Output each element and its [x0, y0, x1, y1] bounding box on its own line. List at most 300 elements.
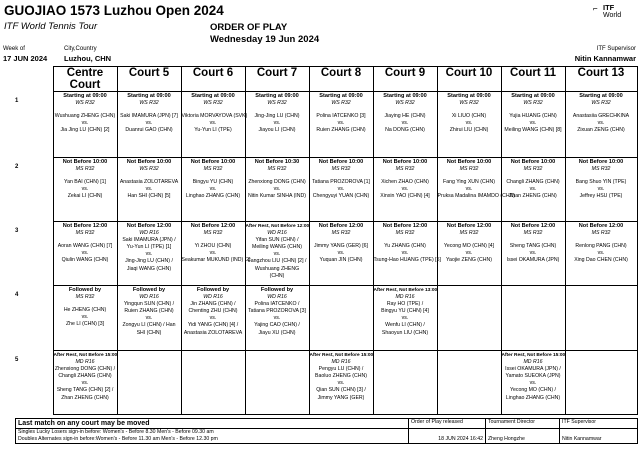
last-match-note: Last match on any court may be moved — [16, 419, 409, 429]
match-details — [438, 92, 501, 134]
team-one-player-one: Zhenxiong DONG (CHN) / — [54, 366, 116, 373]
match-start-time: Starting at 09:00 — [127, 93, 171, 99]
match-details — [310, 92, 373, 134]
match-details — [502, 92, 565, 134]
team-one-player-two: Changli ZHANG (CHN) — [506, 179, 560, 186]
logo-itf-text: ITF — [603, 3, 615, 12]
versus-label: vs. — [465, 120, 473, 127]
match-cell — [53, 286, 117, 351]
match-round: MS R32 — [395, 230, 415, 237]
team-one-player-two: Yu-Yun LI (TPE) [1] — [126, 244, 172, 251]
match-round: MS R32 — [203, 230, 223, 237]
match-round: MS R32 — [591, 166, 611, 173]
match-cell — [53, 92, 117, 158]
match-cell — [181, 351, 245, 415]
match-start-time: Starting at 09:00 — [319, 93, 363, 99]
opponent: Seakumar MUKUND (IND) [2] — [181, 257, 251, 264]
match-round: MS R32 — [395, 166, 415, 173]
match-details — [181, 222, 251, 264]
released-label: Order of Play released — [409, 419, 486, 429]
team-one-player-two: Yecong MO (CHN) [4] — [443, 243, 495, 250]
team-one-player-one: Polina IATCENKO / — [254, 301, 300, 308]
released-value: 18 JUN 2024 16:42 — [409, 429, 486, 444]
match-round: WS R32 — [591, 100, 611, 107]
opponent: Zixuan ZENG (CHN) — [577, 127, 625, 134]
versus-label: vs. — [209, 315, 217, 322]
match-round: MS R32 — [523, 230, 543, 237]
team-one-player-two: Bingyu YU (CHN) — [192, 179, 234, 186]
team-one-player-one: Saki IMAMURA (JPN) / — [122, 237, 176, 244]
match-start-time: Followed by — [132, 287, 166, 293]
versus-label: vs. — [465, 186, 473, 193]
match-start-time: Followed by — [260, 287, 294, 293]
versus-label: vs. — [529, 120, 537, 127]
match-cell — [437, 222, 501, 286]
match-details — [437, 158, 516, 200]
match-start-time: Not Before 10:30 — [254, 159, 300, 165]
match-details — [246, 92, 309, 134]
team-one-player-two: Jiaying HE (CHN) — [384, 113, 426, 120]
versus-label: vs. — [401, 186, 409, 193]
match-cell — [565, 286, 637, 351]
match-round: MS R32 — [331, 166, 351, 173]
supervisor-value: Nitin Kannamwar — [574, 54, 636, 63]
team-one-player-two: He ZHENG (CHN) — [63, 307, 107, 314]
logo-world-text: World — [603, 12, 622, 19]
match-cell — [181, 158, 245, 222]
match-details — [502, 158, 565, 200]
match-details — [246, 222, 309, 280]
match-cell — [309, 286, 373, 351]
opponent: Zhe LI (CHN) [3] — [65, 321, 105, 328]
match-start-time: After Rest, Not Before 15:00 — [501, 353, 566, 358]
team-one-player-two: Aoran WANG (CHN) [7] — [57, 243, 113, 250]
team-one-player-two: Viktoria MORVAYOVA (SVK) — [181, 113, 248, 120]
team-one-player-two: Tatiana PROZOROVA [3] — [248, 308, 306, 315]
match-details — [118, 92, 181, 134]
match-details — [374, 286, 437, 337]
versus-label: vs. — [337, 250, 345, 257]
team-one-player-one: Jin ZHANG (CHN) / — [190, 301, 236, 308]
match-round: WS R32 — [523, 100, 543, 107]
match-round: WS R32 — [139, 100, 159, 107]
match-details — [566, 92, 637, 134]
opponent: Jing-Jing LU (CHN) / Jiaqi WANG (CHN) — [125, 258, 173, 272]
match-start-time: After Rest, Not Before 12:00 — [245, 224, 310, 229]
versus-label: vs. — [81, 186, 89, 193]
tour-subtitle: ITF World Tennis Tour — [4, 21, 98, 32]
match-details — [566, 158, 637, 200]
team-one-player-two: Changli ZHANG (CHN) — [58, 373, 112, 380]
team-one-player-two: Yi ZHOU (CHN) — [194, 243, 232, 250]
versus-label: vs. — [273, 251, 281, 258]
match-cell — [309, 158, 373, 222]
match-cell — [117, 286, 181, 351]
team-one-player-one: Yingqun SUN (CHN) / — [123, 301, 175, 308]
footer-panel — [15, 418, 637, 444]
match-start-time: Followed by — [68, 287, 102, 293]
team-one-player-two: Baoluo ZHENG (CHN) — [315, 373, 367, 380]
match-round: WD R16 — [203, 294, 223, 301]
opponent: Ruien ZHANG (CHN) — [316, 127, 366, 134]
director-label: Tournament Director — [486, 419, 560, 429]
match-cell — [565, 158, 637, 222]
match-start-time: Starting at 09:00 — [255, 93, 299, 99]
match-round: WS R32 — [395, 100, 415, 107]
match-cell — [245, 286, 309, 351]
match-round: WS R32 — [139, 166, 159, 173]
versus-label: vs. — [209, 250, 217, 257]
opponent: Yu-Yun LI (TPE) — [194, 127, 232, 134]
match-cell — [245, 158, 309, 222]
schedule-row — [15, 158, 637, 222]
team-one-player-two: Chenting ZHU (CHN) — [188, 308, 238, 315]
match-cell — [53, 351, 117, 415]
match-cell — [309, 222, 373, 286]
court-header: Court 6 — [181, 67, 245, 92]
match-start-time: Not Before 12:00 — [318, 223, 364, 229]
match-round: WS R32 — [75, 100, 95, 107]
versus-label: vs. — [209, 120, 217, 127]
versus-label: vs. — [401, 250, 409, 257]
match-cell — [437, 92, 501, 158]
versus-label: vs. — [81, 314, 89, 321]
match-round: MD R16 — [75, 359, 95, 366]
match-cell — [309, 351, 373, 415]
match-start-time: Not Before 10:00 — [126, 159, 172, 165]
match-cell — [373, 286, 437, 351]
match-details — [502, 351, 565, 402]
match-details — [246, 286, 309, 337]
opponent: Yidi YANG (CHN) [4] / Anastasia ZOLOTAREVA — [183, 322, 243, 336]
team-one-player-one: Issei OKAMURA (JPN) / — [505, 366, 561, 373]
match-start-time: Not Before 10:00 — [382, 159, 428, 165]
match-start-time: Not Before 12:00 — [382, 223, 428, 229]
order-of-play-grid — [15, 66, 637, 415]
court-header: Court 10 — [437, 67, 501, 92]
opponent: Linghao ZHANG (CHN) — [185, 193, 241, 200]
schedule-row — [15, 351, 637, 415]
match-cell — [245, 351, 309, 415]
match-details — [118, 286, 181, 337]
match-start-time: Not Before 10:00 — [578, 159, 624, 165]
match-round: MS R32 — [267, 166, 287, 173]
versus-label: vs. — [145, 315, 153, 322]
match-details — [118, 158, 181, 200]
match-cell — [373, 92, 437, 158]
team-one-player-two: Bang Shuo YIN (TPE) — [575, 179, 627, 186]
match-details — [502, 222, 565, 264]
match-round: WS R32 — [203, 100, 223, 107]
team-one-player-two: Yan BAI (CHN) [1] — [64, 179, 106, 186]
team-one-player-two: Xi LIUO (CHN) — [451, 113, 487, 120]
match-start-time: Starting at 09:00 — [447, 93, 491, 99]
team-one-player-two: Yu ZHANG (CHN) — [384, 243, 426, 250]
city-value: Luzhou, CHN — [64, 54, 112, 63]
court-header: Court 5 — [117, 67, 181, 92]
team-one-player-two: Meiling WANG (CHN) — [252, 244, 302, 251]
match-cell — [565, 351, 637, 415]
match-start-time: Starting at 09:00 — [191, 93, 235, 99]
schedule-row — [15, 222, 637, 286]
match-cell — [181, 286, 245, 351]
opponent: Fangzhou LIU (CHN) [2] / Wushuang ZHENG (CHN) — [247, 258, 307, 279]
match-start-time: Not Before 10:00 — [318, 159, 364, 165]
match-cell — [117, 222, 181, 286]
match-round: MS R32 — [75, 166, 95, 173]
team-one-player-two: Ruien ZHANG (CHN) — [124, 308, 174, 315]
match-start-time: Not Before 12:00 — [126, 223, 172, 229]
opponent: Issei OKAMURA (JPN) — [506, 257, 560, 264]
match-details — [310, 351, 373, 402]
opponent: Jeffrey HSU (TPE) — [579, 193, 623, 200]
court-header: Court 8 — [309, 67, 373, 92]
versus-label: vs. — [145, 251, 153, 258]
match-details — [54, 351, 117, 402]
match-round: WS R32 — [267, 100, 287, 107]
versus-label: vs. — [401, 120, 409, 127]
match-round: WD R16 — [139, 230, 159, 237]
match-round: MS R32 — [591, 230, 611, 237]
match-cell — [117, 158, 181, 222]
match-cell — [501, 351, 565, 415]
match-cell — [373, 222, 441, 286]
opponent: Duanrui GAO (CHN) — [125, 127, 173, 134]
match-details — [181, 92, 248, 134]
match-start-time: Not Before 12:00 — [62, 223, 108, 229]
match-details — [182, 286, 245, 337]
match-start-time: Starting at 09:00 — [63, 93, 107, 99]
court-header: Court 7 — [245, 67, 309, 92]
versus-label: vs. — [337, 186, 345, 193]
versus-label: vs. — [529, 250, 537, 257]
match-cell — [437, 158, 516, 222]
opponent: Na DONG (CHN) — [385, 127, 425, 134]
opponent: Meiling WANG (CHN) [8] — [504, 127, 562, 134]
week-value: 17 JUN 2024 — [3, 54, 48, 63]
team-one-player-two: Wushuang ZHENG (CHN) — [54, 113, 116, 120]
team-one-player-one: Yifan SUN (CHN) / — [255, 237, 299, 244]
match-round: WS R32 — [331, 100, 351, 107]
opponent: Han SHI (CHN) [5] — [127, 193, 171, 200]
footer-supervisor-label: ITF Supervisor — [560, 419, 638, 429]
row-number: 4 — [15, 291, 19, 298]
schedule-table — [15, 66, 638, 415]
match-round: WS R32 — [459, 100, 479, 107]
versus-label: vs. — [597, 250, 605, 257]
team-one-player-two: Anastasiia GRECHKINA — [572, 113, 630, 120]
match-start-time: After Rest, Not Before 13:00 — [373, 288, 438, 293]
match-details — [182, 158, 245, 200]
match-start-time: Starting at 09:00 — [579, 93, 623, 99]
opponent: Nitin Kumar SINHA (IND) — [248, 193, 306, 200]
versus-label: vs. — [529, 186, 537, 193]
schedule-row — [15, 92, 637, 158]
versus-label: vs. — [337, 380, 345, 387]
match-cell — [181, 222, 251, 286]
opponent: Jiayou LI (CHN) — [258, 127, 296, 134]
opponent: Sheng TANG (CHN) [2] / Zhan ZHENG (CHN) — [56, 387, 114, 401]
match-round: MS R32 — [331, 230, 351, 237]
match-start-time: Not Before 10:00 — [62, 159, 108, 165]
team-one-player-two: Yamato SUEOKA (JPN) — [505, 373, 561, 380]
match-round: WD R16 — [139, 294, 159, 301]
opponent: Zhirui LIU (CHN) — [449, 127, 489, 134]
match-details — [310, 158, 373, 200]
opponent: Zhan ZHENG (CHN) — [509, 193, 557, 200]
opponent: Qiulin WANG (CHN) — [61, 257, 109, 264]
match-start-time: Not Before 12:00 — [510, 223, 556, 229]
order-of-play-heading: ORDER OF PLAY — [210, 22, 288, 33]
city-label: City,Country — [64, 46, 97, 52]
opponent: Pruksa Madalina IMAMDO (CHN) — [437, 193, 516, 200]
team-one-player-two: Saki IMAMURA (JPN) [7] — [120, 113, 178, 120]
opponent: Zongyu LI (CHN) / Han SHI (CHN) — [122, 322, 176, 336]
row-number: 2 — [15, 163, 19, 170]
match-details — [373, 222, 441, 264]
match-round: MS R32 — [523, 166, 543, 173]
supervisor-label: ITF Supervisor — [596, 46, 636, 52]
week-label: Week of — [3, 46, 25, 52]
opponent: Qian SUN (CHN) [3] / Jimmy YANG (GER) — [316, 387, 366, 401]
match-cell — [437, 286, 501, 351]
team-one-player-two: Bingyu YU (CHN) [4] — [381, 308, 429, 315]
match-cell — [437, 351, 501, 415]
court-header: Court 13 — [565, 67, 637, 92]
team-one-player-two: Jing-Jing LU (CHN) — [254, 113, 300, 120]
match-start-time: Starting at 09:00 — [511, 93, 555, 99]
match-details — [374, 158, 437, 200]
singles-signin-note: Singles Lucky Losers sign-in before: Women's - Before 8.30 Men's - Before 09.30 am — [16, 429, 409, 437]
opponent: Wenfu LI (CHN) / Shaoyun LIU (CHN) — [381, 322, 429, 336]
match-cell — [245, 222, 309, 286]
opponent: Yajing CAO (CHN) / Jiayu XU (CHN) — [254, 322, 300, 336]
match-cell — [117, 92, 181, 158]
match-round: MD R16 — [523, 359, 543, 366]
match-round: MS R32 — [75, 294, 95, 301]
versus-label: vs. — [597, 186, 605, 193]
match-start-time: Followed by — [196, 287, 230, 293]
match-start-time: Not Before 10:00 — [446, 159, 492, 165]
match-cell — [501, 158, 565, 222]
court-header: Court 9 — [373, 67, 437, 92]
team-one-player-two: Fang Ying XUN (CHN) — [443, 179, 495, 186]
opponent: Yecong MO (CHN) / Linghao ZHANG (CHN) — [505, 387, 561, 401]
doubles-signin-note: Doubles Alternates sign-in before:Women's - Before 11.30 am Men's - Before 12.30 pm — [16, 436, 409, 444]
team-one-player-two: Yujia HUANG (CHN) — [509, 113, 557, 120]
match-cell — [245, 92, 309, 158]
team-one-player-two: Sheng TANG (CHN) — [509, 243, 557, 250]
match-details — [438, 222, 501, 264]
match-start-time: Not Before 12:00 — [190, 223, 236, 229]
team-one-player-one: Ray HO (TPE) / — [386, 301, 424, 308]
match-start-time: Not Before 12:00 — [446, 223, 492, 229]
opponent: Yaojie ZENG (CHN) — [445, 257, 493, 264]
versus-label: vs. — [145, 186, 153, 193]
match-cell — [565, 222, 637, 286]
director-value: Zheng Hongzhe — [486, 429, 560, 444]
itf-logo — [593, 4, 637, 30]
opponent: Chengyuyi YUAN (CHN) — [312, 193, 370, 200]
opponent: Xinxin YAO (CHN) [4] — [380, 193, 430, 200]
opponent: Tsung-Hao HUANG (TPE) [5] — [373, 257, 441, 264]
match-start-time: Starting at 09:00 — [383, 93, 427, 99]
match-start-time: Not Before 10:00 — [510, 159, 556, 165]
itf-logo-icon: ⌐ — [593, 4, 598, 13]
match-cell — [181, 92, 248, 158]
match-start-time: Not Before 10:00 — [190, 159, 236, 165]
match-round: MS R32 — [203, 166, 223, 173]
versus-label: vs. — [465, 250, 473, 257]
match-round: MS R32 — [459, 230, 479, 237]
team-one-player-two: Xichen ZHAO (CHN) — [381, 179, 429, 186]
versus-label: vs. — [145, 120, 153, 127]
match-round: MD R16 — [395, 294, 415, 301]
match-details — [246, 158, 309, 200]
team-one-player-two: Renlong PANG (CHN) — [575, 243, 627, 250]
row-number: 5 — [15, 356, 19, 363]
match-cell — [309, 92, 373, 158]
match-cell — [373, 351, 437, 415]
match-round: MS R32 — [459, 166, 479, 173]
opponent: Yuquan JIN (CHN) — [319, 257, 363, 264]
row-number: 1 — [15, 97, 19, 104]
team-one-player-two: Anastasia ZOLOTAREVA — [119, 179, 179, 186]
court-header: Court 11 — [501, 67, 565, 92]
team-one-player-two: Jimmy YANG (GER) [6] — [314, 243, 368, 250]
team-one-player-two: Tatiana PROZOROVA [1] — [312, 179, 370, 186]
match-cell — [117, 351, 181, 415]
play-date: Wednesday 19 Jun 2024 — [210, 34, 320, 45]
match-details — [54, 286, 117, 328]
match-cell — [501, 92, 565, 158]
versus-label: vs. — [597, 120, 605, 127]
opponent: Jia Jing LU (CHN) [2] — [60, 127, 110, 134]
team-one-player-one: Pengyu LU (CHN) / — [318, 366, 364, 373]
match-cell — [53, 222, 117, 286]
versus-label: vs. — [81, 250, 89, 257]
versus-label: vs. — [273, 315, 281, 322]
opponent: Zekai LI (CHN) — [67, 193, 103, 200]
row-number: 3 — [15, 227, 19, 234]
match-details — [310, 222, 373, 264]
match-round: WD R16 — [267, 230, 287, 237]
team-one-player-two: Polina IATCENKO [3] — [316, 113, 366, 120]
match-details — [54, 92, 117, 134]
versus-label: vs. — [81, 380, 89, 387]
match-details — [118, 222, 181, 273]
match-start-time: After Rest, Not Before 15:00 — [309, 353, 374, 358]
row-number-header — [15, 67, 53, 92]
footer-supervisor-value: Nitin Kannamwar — [560, 429, 638, 444]
match-cell — [53, 158, 117, 222]
versus-label: vs. — [401, 315, 409, 322]
versus-label: vs. — [529, 380, 537, 387]
match-details — [566, 222, 637, 264]
match-round: WD R16 — [267, 294, 287, 301]
versus-label: vs. — [337, 120, 345, 127]
match-details — [54, 158, 117, 200]
match-start-time: After Rest, Not Before 15:00 — [53, 353, 118, 358]
match-cell — [501, 286, 565, 351]
tournament-title: GUOJIAO 1573 Luzhou Open 2024 — [4, 3, 224, 18]
match-cell — [565, 92, 637, 158]
schedule-row — [15, 286, 637, 351]
match-start-time: Not Before 12:00 — [578, 223, 624, 229]
match-cell — [373, 158, 437, 222]
court-header: Centre Court — [53, 67, 117, 92]
versus-label: vs. — [209, 186, 217, 193]
